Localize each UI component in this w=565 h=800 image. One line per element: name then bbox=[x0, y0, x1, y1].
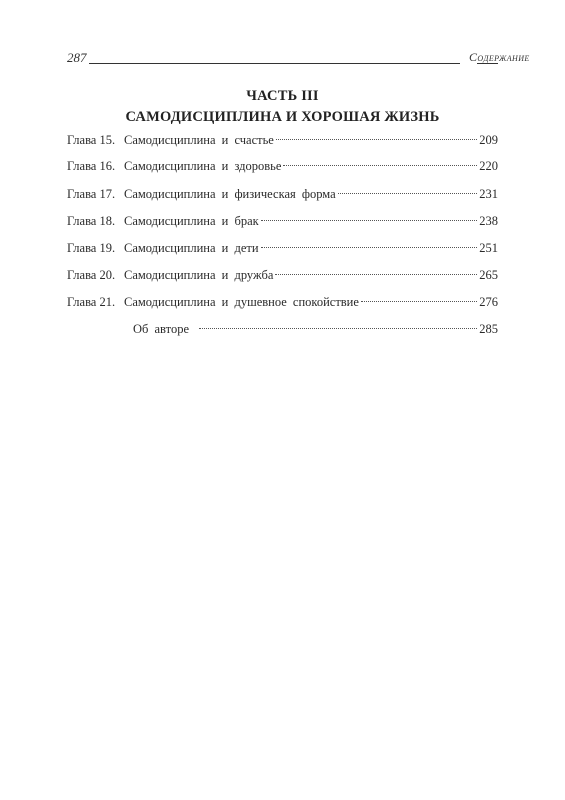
chapter-number: Глава 19. bbox=[67, 241, 116, 255]
page-ref: 276 bbox=[479, 295, 498, 309]
part-title: ЧАСТЬ III bbox=[246, 88, 319, 104]
chapter-number: Глава 21. bbox=[67, 295, 116, 309]
dot-leader bbox=[283, 165, 477, 166]
page-ref: 285 bbox=[479, 322, 498, 336]
toc-entry-chapter-19[interactable] bbox=[67, 239, 498, 257]
part-subtitle: САМОДИСЦИПЛИНА И ХОРОШАЯ ЖИЗНЬ bbox=[125, 109, 440, 125]
running-section-title: Содержание bbox=[469, 50, 530, 64]
dot-leader bbox=[261, 220, 478, 221]
dot-leader bbox=[275, 274, 477, 275]
chapter-title: Самодисциплина и дружба bbox=[124, 268, 274, 282]
page-ref: 251 bbox=[479, 241, 498, 255]
dot-leader bbox=[276, 139, 477, 140]
toc-entry-chapter-20[interactable] bbox=[67, 266, 498, 284]
chapter-title: Самодисциплина и брак bbox=[124, 214, 259, 228]
dot-leader bbox=[338, 193, 478, 194]
chapter-title: Об авторе bbox=[133, 322, 189, 336]
header-rule bbox=[89, 63, 460, 64]
chapter-number: Глава 20. bbox=[67, 268, 116, 282]
page-ref: 220 bbox=[479, 159, 498, 173]
chapter-title: Самодисциплина и душевное спокойствие bbox=[124, 295, 359, 309]
dot-leader bbox=[199, 328, 477, 329]
toc-entry-about-author[interactable] bbox=[67, 320, 498, 338]
toc-entry-chapter-17[interactable] bbox=[67, 185, 498, 203]
chapter-number: Глава 17. bbox=[67, 187, 116, 201]
toc-entry-chapter-16[interactable] bbox=[67, 157, 498, 175]
chapter-title: Самодисциплина и физическая форма bbox=[124, 187, 336, 201]
page-ref: 209 bbox=[479, 133, 498, 147]
page-ref: 265 bbox=[479, 268, 498, 282]
dot-leader bbox=[261, 247, 478, 248]
chapter-title: Самодисциплина и счастье bbox=[124, 133, 274, 147]
header-rule-tail bbox=[477, 63, 498, 64]
chapter-title: Самодисциплина и дети bbox=[124, 241, 259, 255]
page-ref: 238 bbox=[479, 214, 498, 228]
running-header bbox=[67, 50, 530, 68]
chapter-title: Самодисциплина и здоровье bbox=[124, 159, 282, 173]
toc-entry-chapter-15[interactable] bbox=[67, 131, 498, 149]
dot-leader bbox=[361, 301, 477, 302]
chapter-number: Глава 15. bbox=[67, 133, 116, 147]
chapter-number: Глава 18. bbox=[67, 214, 116, 228]
chapter-number: Глава 16. bbox=[67, 159, 116, 173]
toc-entry-chapter-18[interactable] bbox=[67, 212, 498, 230]
page-ref: 231 bbox=[479, 187, 498, 201]
toc-entry-chapter-21[interactable] bbox=[67, 293, 498, 311]
page-number: 287 bbox=[67, 50, 87, 65]
